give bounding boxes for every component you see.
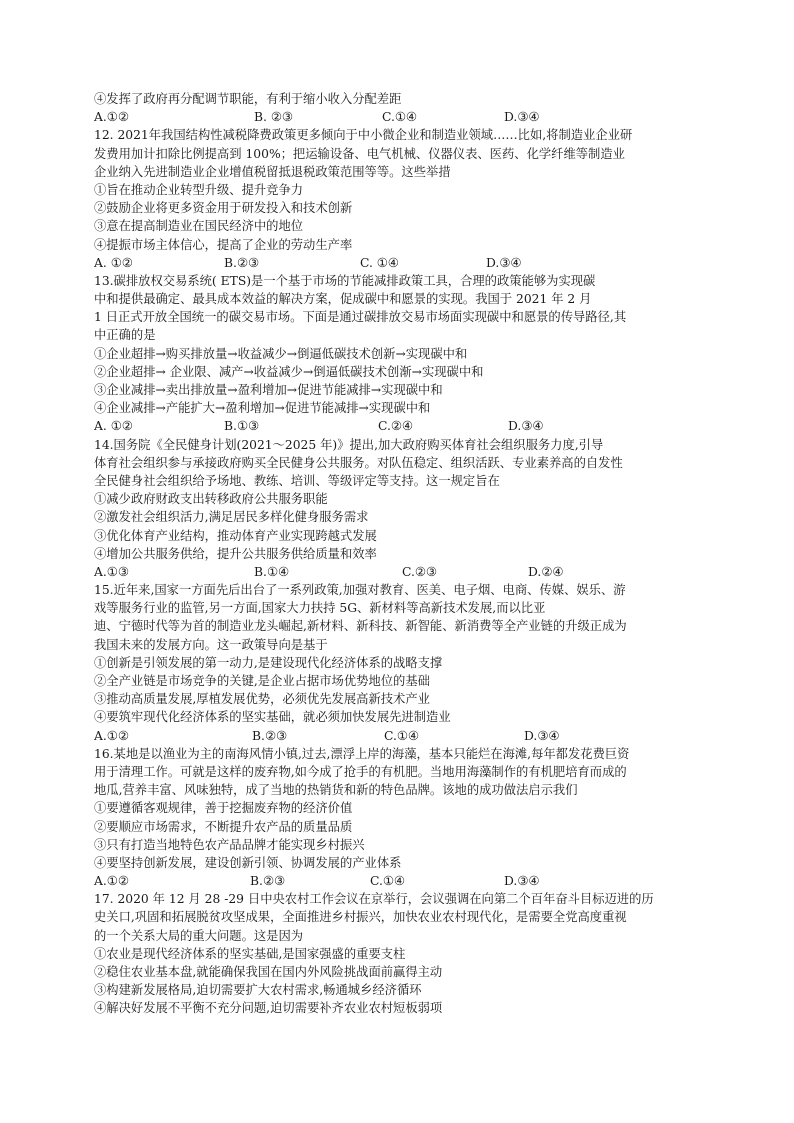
statement-line: ②企业超排→ 企业限、减产→收益减少→倒逼低碳技术创渐→实现碳中和 [94, 364, 484, 379]
option-a: A.①② [94, 110, 129, 125]
option-d: D.②④ [528, 564, 564, 579]
question-14-stem: 体育社会组织参与承接政府购买全民健身公共服务。对队伍稳定、组织活跃、专业素养高的自发性 [94, 455, 623, 470]
statement-line: ④企业减排→产能扩大→盈利增加→促进节能减排→实现碳中和 [94, 401, 431, 416]
statement-line: ①创新是引领发展的第一动力,是建设现代化经济体系的战略支撑 [94, 655, 443, 670]
option-b: B.②③ [252, 728, 287, 743]
question-13-stem: 中和提供最确定、最具成本效益的解决方案，促成碳中和愿景的实现。我国于 2021 年 2 月 [94, 292, 592, 307]
option-a: A. ①② [94, 255, 133, 270]
question-13-stem: 13.碳排放权交易系统( ETS)是一个基于市场的节能减排政策工具，合理的政策能够为实现碳 [94, 273, 596, 288]
question-15-stem: 我国未来的发展方向。这一政策导向是基于 [94, 637, 328, 652]
option-a: A.①② [94, 874, 129, 889]
statement-line: ③优化体育产业结构，推动体育产业实现跨越式发展 [94, 528, 377, 543]
statement-line: ④要筑牢现代化经济体系的坚实基础，就必须加快发展先进制造业 [94, 710, 451, 725]
question-17-stem: 17. 2020 年 12 月 28 -29 日中央农村工作会议在京举行，会议强调在向第二个百年奋斗目标迈进的历 [94, 892, 654, 907]
question-13-stem: 1 日正式开放全国统一的碳交易市场。下面是通过碳排放交易市场面实现碳中和愿景的传导路径,其 [94, 310, 627, 325]
option-d: D.③④ [504, 874, 540, 889]
statement-line: ②稳住农业基本盘,就能确保我国在国内外风险挑战面前赢得主动 [94, 965, 443, 979]
question-14-stem: 14.国务院《全民健身计划(2021～2025 年)》提出,加大政府购买体育社会组织服务力度,引导 [94, 437, 604, 452]
option-c: C.②③ [402, 564, 437, 579]
statement-line: ①旨在推动企业转型升级、提升竞争力 [94, 182, 304, 197]
statement-line: ③推动高质量发展,厚植发展优势，必须优先发展高新技术产业 [94, 692, 430, 707]
answer-options-q13 [94, 417, 706, 435]
answer-options-q14 [94, 563, 706, 581]
question-15-stem: 15.近年来,国家一方面先后出台了一系列政策,加强对教育、医美、电子烟、电商、传媒、娱乐、游 [94, 583, 626, 598]
option-d: D.③④ [508, 419, 544, 434]
question-14-stem: 全民健身社会组织给予场地、教练、培训、等级评定等支持。这一规定旨在 [94, 473, 500, 488]
question-12-stem: 企业纳入先进制造业企业增值税留抵退税政策范围等等。这些举措 [94, 164, 451, 179]
question-17-stem: 史关口,巩固和拓展脱贫攻坚成果，全面推进乡村振兴，加快农业农村现代化，是需要全党高度重视 [94, 910, 627, 925]
statement-line: ④发挥了政府再分配调节职能，有利于缩小收入分配差距 [94, 92, 402, 106]
question-16-stem: 地瓜,营养丰富、风味独特，成了当地的热销货和新的特色品牌。该地的成功做法启示我们 [94, 783, 578, 798]
option-a: A. ①② [94, 419, 133, 434]
option-a: A.①③ [94, 564, 129, 579]
statement-line: ③构建新发展格局,迫切需要扩大农村需求,畅通城乡经济循环 [94, 983, 422, 998]
statement-line: ①要遵循客观规律，善于挖掘废弃物的经济价值 [94, 801, 353, 816]
option-d: D.③④ [486, 255, 522, 270]
statement-line: ②鼓励企业将更多资金用于研发投入和技术创新 [94, 201, 353, 216]
question-16-stem: 16.某地是以渔业为主的南海风情小镇,过去,漂浮上岸的海藻，基本只能烂在海滩,每年都发花费巨资 [94, 746, 630, 761]
statement-line: ①企业超排→购买排放量→收益减少→倒逼低碳技术创新→实现碳中和 [94, 346, 468, 361]
answer-options-q12 [94, 254, 706, 272]
option-c: C.①④ [384, 728, 419, 743]
statement-line: ③只有打造当地特色农产品品牌才能实现乡村振兴 [94, 837, 365, 852]
option-d: D.③④ [504, 110, 540, 125]
statement-line: ④提振市场主体信心，提高了企业的劳动生产率 [94, 237, 353, 252]
statement-line: ④要坚持创新发展，建设创新引领、协调发展的产业体系 [94, 855, 402, 870]
option-c: C.①④ [382, 110, 417, 125]
question-12-stem: 12. 2021年我国结构性减税降费政策更多倾向于中小微企业和制造业领域……比如,将制造业企业研 [94, 128, 633, 143]
question-17-stem: 的一个关系大局的重大问题。这是因为 [94, 928, 304, 943]
option-b: B.②③ [224, 255, 259, 270]
option-c: C. ①④ [360, 255, 399, 270]
statement-line: ③意在提高制造业在国民经济中的地位 [94, 219, 304, 234]
statement-line: ②激发社会组织活力,满足居民多样化健身服务需求 [94, 510, 369, 525]
statement-line: ②全产业链是市场竞争的关键,是企业占据市场优势地位的基础 [94, 674, 430, 688]
statement-line: ①农业是现代经济体系的坚实基础,是国家强盛的重要支柱 [94, 946, 406, 961]
statement-line: ①减少政府财政支出转移政府公共服务职能 [94, 492, 328, 507]
question-15-stem: 戏等服务行业的监管,另一方面,国家大力扶持 5G、新材料等高新技术发展,而以比亚 [94, 601, 546, 616]
option-b: B.①④ [254, 564, 289, 579]
question-16-stem: 用于清理工作。可就是这样的废弃物,如今成了抢手的有机肥。当地用海藻制作的有机肥培育而成的 [94, 764, 627, 779]
option-c: C.②④ [378, 419, 413, 434]
option-b: B.①③ [224, 419, 259, 434]
statement-line: ④解决好发展不平衡不充分问题,迫切需要补齐农业农村短板弱项 [94, 1001, 443, 1016]
statement-line: ②要顺应市场需求，不断提升农产品的质量品质 [94, 819, 353, 834]
statement-line: ③企业减排→卖出排放量→盈利增加→促进节能减排→实现碳中和 [94, 383, 443, 397]
statement-line: ④增加公共服务供给，提升公共服务供给质量和效率 [94, 546, 377, 561]
answer-options-q11 [94, 108, 706, 126]
answer-options-q16 [94, 872, 706, 890]
option-b: B. ②③ [254, 110, 293, 125]
option-b: B.②③ [250, 874, 285, 889]
option-c: C.①④ [370, 874, 405, 889]
exam-page [94, 90, 706, 1018]
answer-options-q15 [94, 727, 706, 745]
question-15-stem: 迪、宁德时代等为首的制造业龙头崛起,新材料、新科技、新智能、新消费等全产业链的升级正成为 [94, 619, 627, 634]
option-a: A.①② [94, 728, 129, 743]
question-13-stem: 中正确的是 [94, 328, 156, 343]
question-12-stem: 发费用加计扣除比例提高到 100%；把运输设备、电气机械、仪器仪表、医药、化学纤维等制造业 [94, 146, 625, 161]
option-d: D.③④ [524, 728, 560, 743]
